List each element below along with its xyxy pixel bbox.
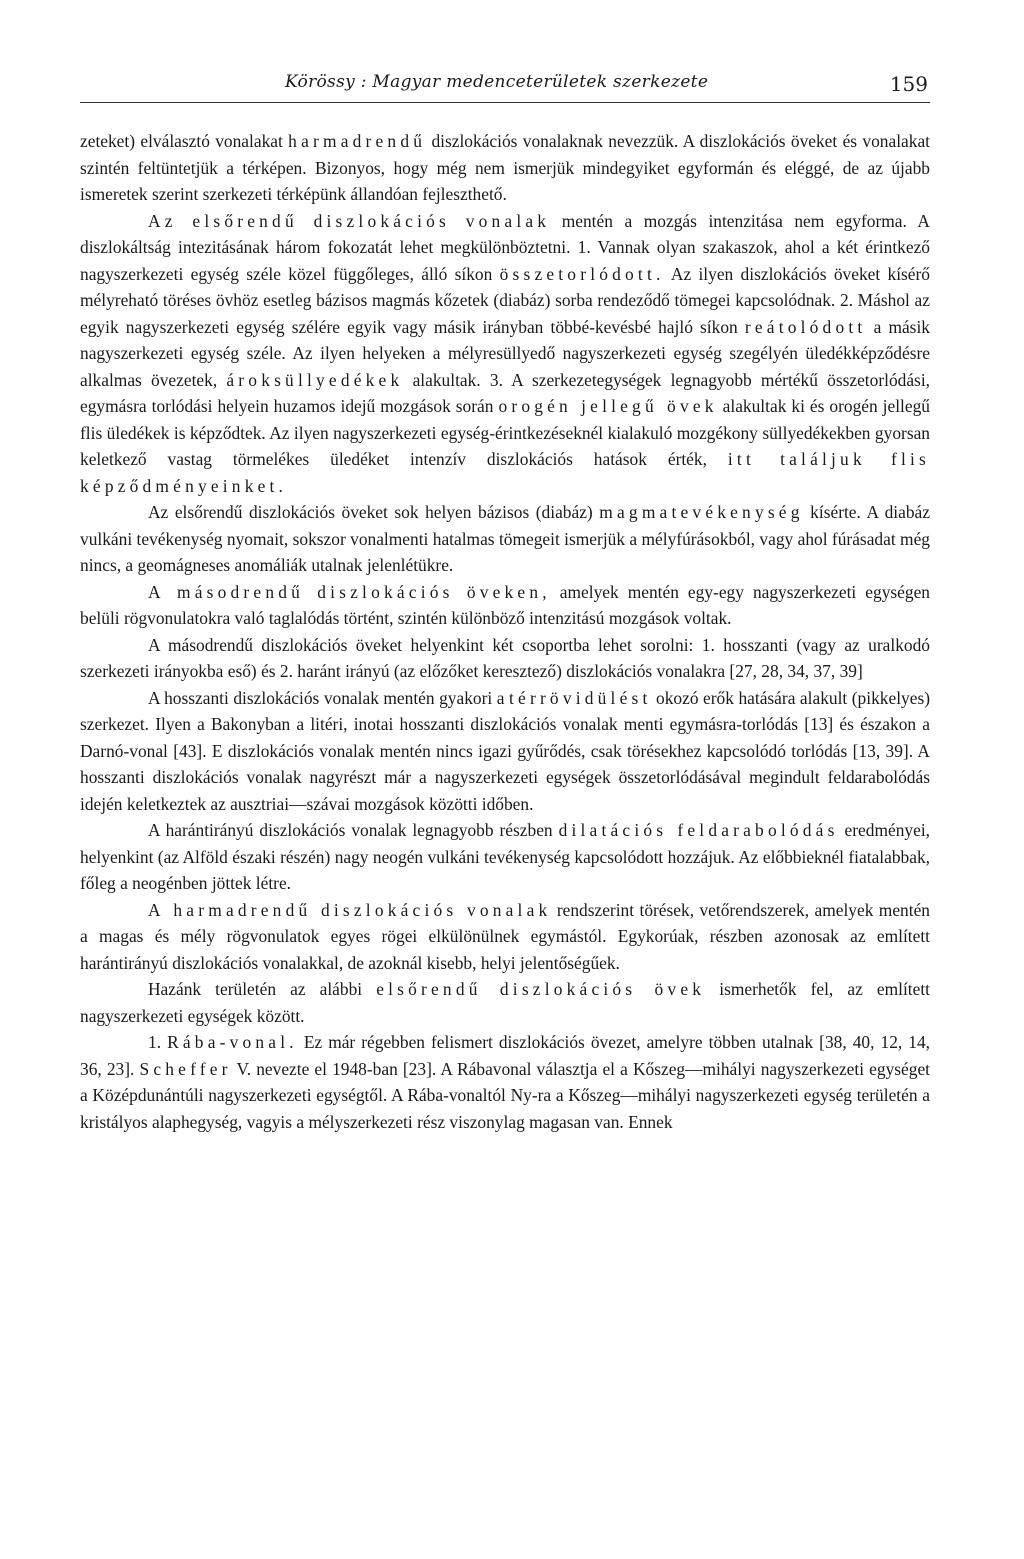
- text-run: A harántirányú diszlokációs vonalak legnagyobb részben: [148, 820, 559, 840]
- text-run: Ez már régebben felismert diszlokációs övezet, amelyre többen utalnak [38, 40, 12, 14, 36, 23].: [80, 1032, 930, 1079]
- paragraph: [80, 499, 930, 579]
- paragraph: [80, 897, 930, 977]
- body-text: [80, 128, 930, 1135]
- text-run: Az ilyen diszlokációs öveket kísérő mélyreható töréses övhöz esetleg bázisos magmás kőzetek (diabáz) sorba rendeződő tömegei kapcsolódnak. 2. Máshol az egyik nagyszerkezeti egység szélére egyik vagy másik irányban többé-kevésbé hajló síkon: [80, 263, 930, 337]
- emphasized-term: Scheffer: [139, 1058, 232, 1079]
- text-run: amelyek mentén egy-egy nagyszerkezeti egységen belüli rögvonulatokra való taglalódás történt, szintén különböző intenzitású mozgások voltak.: [80, 581, 930, 628]
- paragraph: [80, 128, 930, 208]
- paragraph: [80, 208, 930, 500]
- emphasized-term: Rába-vonal.: [167, 1032, 298, 1052]
- text-run: A hosszanti diszlokációs vonalak mentén gyakori a: [148, 687, 509, 708]
- text-run: rendszerint törések, vetőrendszerek, amelyek mentén a magas és mély rögvonulatok egyes rögei elkülönülnek egymástól. Egykorúak, részben azonosak az említett harántirányú diszlokációs vonalakkal, de azoknál kisebb, helyi jelentőségűek.: [80, 899, 930, 973]
- text-run: a másik nagyszerkezeti egység széle. Az ilyen helyeken a mélyresüllyedő nagyszerkezeti egység szegélyén üledékképződésre alkalmas övezetek,: [80, 316, 930, 390]
- emphasized-term: dilatációs feldarabolódás: [558, 820, 839, 840]
- emphasized-term: orogén jellegű övek: [498, 396, 718, 416]
- text-run: alakultak. 3. A szerkezetegységek legnagyobb mértékű összetorlódási, egymásra torlódási helyein huzamos idejű mozgások során: [80, 369, 930, 416]
- paragraph: [80, 976, 930, 1029]
- emphasized-term: reátolódott: [744, 316, 867, 337]
- text-run: eredményei, helyenkint (az Alföld északi részén) nagy neogén vulkáni tevékenység kapcsolódott hozzájuk. Az előbbieknél fiatalabbak, főleg a neogénben jöttek létre.: [80, 820, 930, 893]
- text-run: alakultak ki és orogén jellegű flis üledékek is képződtek. Az ilyen nagyszerkezeti egység-érintkezéseknél kialakuló mozgékony süllyedékekben gyorsan keletkező vastag törmelékes üledéket intenzív diszlokációs hatások érték,: [80, 396, 931, 469]
- paragraph: [80, 817, 930, 897]
- emphasized-term: A másodrendű diszlokációs öveken,: [148, 581, 551, 602]
- running-title: Körössy : Magyar medenceterületek szerkezete: [285, 72, 709, 92]
- text-run: Az elsőrendű diszlokációs öveket sok helyen bázisos (diabáz): [148, 502, 600, 522]
- text-run: Hazánk területén az alábbi: [148, 979, 377, 999]
- text-run: okozó erők hatására alakult (pikkelyes) szerkezet. Ilyen a Bakonyban a litéri, inotai hosszanti diszlokációs vonalak menti egymásra-torlódás [13] és északon a Darnó-vonal [43]. E diszlokációs vonalak mentén nincs igazi gyűrődés, csak törésekhez kapcsolódó torlódás [13, 39]. A hosszanti diszlokációs vonalak nagyrészt már a nagyszerkezeti egységek összetorlódásával megindult feldarabolódás idején keletkeztek az ausztriai—szávai mozgások közötti időben.: [80, 687, 931, 814]
- text-run: kísérte. A diabáz vulkáni tevékenység nyomait, sokszor vonalmenti hatalmas tömegeit ismerjük a mélyfúrásokból, vagy ahol fúrásadat még nincs, a geomágneses anomáliák utalnak jelenlétükre.: [80, 502, 930, 575]
- emphasized-term: harmadrendű: [288, 131, 427, 151]
- paragraph: [80, 1029, 930, 1135]
- emphasized-term: ároksüllyedékek: [226, 369, 404, 390]
- paragraph: [80, 632, 930, 685]
- text-run: 1.: [148, 1032, 168, 1052]
- emphasized-term: magmatevékenység: [599, 502, 804, 522]
- emphasized-term: itt találjuk flis képződményeinket.: [80, 449, 930, 496]
- text-run: A másodrendű diszlokációs öveket helyenkint két csoportba lehet sorolni: 1. hosszanti (vagy az uralkodó szerkezeti irányokba eső) és 2. haránt irányú (az előzőket keresztező) diszlokációs vonalakra [27, 28, 34, 37, 39]: [80, 634, 930, 681]
- page-number: 159: [889, 72, 928, 96]
- text-run: zeteket) elválasztó vonalakat: [80, 131, 289, 151]
- emphasized-term: összetorlódott.: [499, 263, 665, 284]
- emphasized-term: A harmadrendű diszlokációs vonalak: [148, 899, 552, 920]
- text-run: V. nevezte el 1948-ban [23]. A Rábavonal választja el a Kőszeg—mihályi nagyszerkezeti egységet a Középdunántúli nagyszerkezeti egységtől. A Rába-vonaltól Ny-ra a Kőszeg—mihályi nagyszerkezeti egység területén a kristályos alaphegység, vagyis a mélyszerkezeti rész viszonylag magasan van. Ennek: [80, 1058, 930, 1132]
- emphasized-term: Az elsőrendű diszlokációs vonalak: [148, 210, 551, 231]
- text-run: ismerhetők fel, az említett nagyszerkezeti egységek között.: [80, 979, 931, 1026]
- text-run: mentén a mozgás intenzitása nem egyforma. A diszlokáltság intezitásának három fokozatát lehet megkülönböztetni. 1. Vannak olyan szakaszok, ahol a két érintkező nagyszerkezeti egység széle közel függőleges, álló síkon: [80, 210, 930, 284]
- paragraph: [80, 579, 930, 632]
- running-header: [80, 62, 930, 103]
- paragraph: [80, 685, 930, 818]
- text-run: diszlokációs vonalaknak nevezzük. A diszlokációs öveket és vonalakat szintén feltüntetjük a térképen. Bizonyos, hogy még nem ismerjük mindegyiket egyformán és eléggé, de az újabb ismeretek szerint szerkezeti térképünk állandóan fejleszthető.: [80, 131, 930, 204]
- emphasized-term: térrövidülést: [509, 687, 652, 708]
- emphasized-term: elsőrendű diszlokációs övek: [376, 979, 706, 999]
